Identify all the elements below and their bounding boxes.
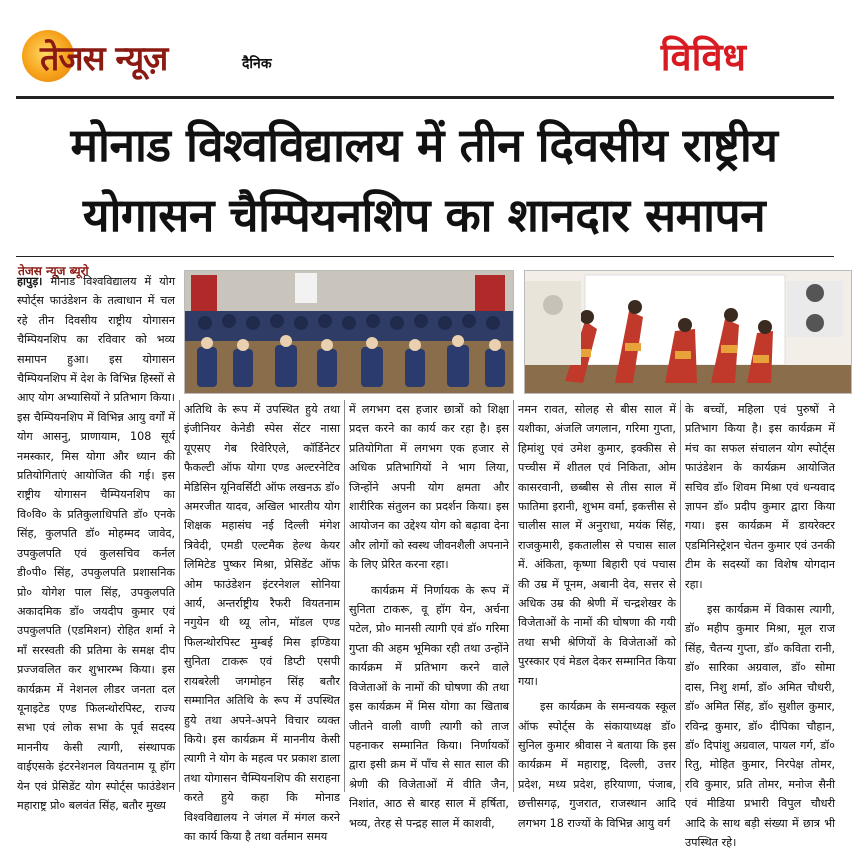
daily-label: दैनिक [242,56,272,72]
article-column-1 [17,272,175,812]
brand-name: तेजस न्यूज़ [40,39,168,79]
article-text-col1: मोनाड विश्वविद्यालय में योग स्पोर्ट्स फाउंडेशन के तत्वाधान में चल रहे तीन दिवसीय राष्ट्रीय योगासन चैम्पियनशिप का रविवार को भव्य समापन हुआ। इस योगासन चैम्पियनशिप में देश के विभिन्न हिस्सों से आए योग अभ्यासियों ने प्रतिभाग किया। इस चैम्पियनशिप में विभिन्न आयु वर्गों में योग आसनु, प्राणायाम, 108 सूर्य नमस्कार, मिस योगा और ध्यान की प्रतियोगिताएं आयोजित की गई। इस राष्ट्रीय योगासन चैम्पियनशिप का वि०वि० के प्रतिकुलाधिपति डॉ० एनके सिंह, कुलपति डॉ० मोहम्मद जावेद, उपकुलपति एवं कुलसचिव कर्नल डी०पी० सिंह, उपकुलपति प्रशासनिक प्रो० योगेश पाल सिंह, उपकुलपति अकादमिक डॉ० जयदीप कुमार एवं उपकुलपति (एडमिशन) रोहित शर्मा ने माँ सरस्वती की प्रतिमा के समक्ष दीप प्रज्जवलित कर शुभारम्भ किया। इस कार्यक्रम में नेशनल लीडर जनता दल यूनाइटेड एण्ड फिलन्थोरपिस्ट, राज्य सभा एवं लोक सभा के पूर्व सदस्य माननीय केसी त्यागी, संस्थापक वाईएसके इंटरनेशनल वियतनाम यू हॉग येन एवं प्रेसिडेंट योग स्पोर्ट्स फाउंडेशन महाराष्ट्र प्रो० बलवंत सिंह, बतौर मुख्य [17,275,175,812]
article-column-2 [184,400,340,843]
top-rule [16,96,834,99]
byline: तेजस न्यूज ब्यूरो [18,264,89,278]
column-divider [680,400,681,792]
column-divider [344,400,345,792]
article-text-col4b: इस कार्यक्रम के समन्वयक स्कूल ऑफ स्पोर्ट्स के संकायाध्यक्ष डॉ० सुनिल कुमार श्रीवास ने बताया कि इस कार्यक्रम में महाराष्ट्र, दिल्ली, उत्तर प्रदेश, मध्य प्रदेश, हरियाणा, पंजाब, छत्तीसगढ़, गुजरात, राजस्थान आदि लगभग 18 राज्यों के विभिन्न आयु वर्ग [518,700,676,830]
article-text-col4a: नमन रावत, सोलह से बीस साल में यशीका, अंजलि जगलान, गरिमा गुप्ता, हिमांशु एवं उमेश कुमार, इक्कीस से पच्चीस में शीतल एवं निकिता, ओम कासरवानी, छब्बीस से तीस साल में फातिमा इरानी, शुभम वर्मा, इकत्तीस से चालीस साल में अनुराधा, मयंक सिंह, राजकुमारी, इकतालीस से पचास साल में. अंकिता, कृष्णा बिहारी एवं पचास की उम्र में पूनम, अबानी देव, सत्तर से अधिक उम्र की श्रेणी में चन्द्रशेखर के विजेताओं के नामों की घोषणा की गयी तथा सभी श्रेणियों के विजेताओं को पुरस्कार एवं मेडल देकर सम्मानित किया गया। [518,403,676,688]
article-column-3 [349,400,509,830]
headline-rule [16,256,834,257]
column-divider [179,400,180,792]
performers-photo-illustration [525,271,851,393]
event-photo-stage [184,270,514,394]
article-column-5 [685,400,835,849]
masthead [16,20,834,92]
article-text-col2: अतिथि के रूप में उपस्थित हुये तथा इंजीनियर केनेडी स्पेस सेंटर नासा यूएसए गेब रिवेरिएले, कॉर्डिनेटर फैकल्टी ऑफ योगा एण्ड अल्टरनेटिव मेडिसिन यूनिवर्सिटी ऑफ लखनऊ डॉ० अमरजीत यादव, अखिल भारतीय योग शिक्षक महासंघ नई दिल्ली मंगेश त्रिवेदी, एमडी एल्टमैक हेल्थ केयर लिमिटेड पुष्कर मिश्रा, प्रेसिडेंट ऑफ ओम फाउंडेशन इंटरनेशल सोनिया आर्य, अन्तर्राष्ट्रीय रैफरी वियतनाम नगुयेन थी थ्यू लोन, मॉडल एण्ड फिलन्थोरपिस्ट मुम्बई मिस इण्डिया सुनिता टाकरू एवं डिप्टी एसपी रायबरेली जगमोहन सिंह बतौर सम्मानित अतिथि के रूप में उपस्थित हुये तथा अपने-अपने विचार व्यक्त किये। इस कार्यक्रम में माननीय केसी त्यागी ने योग के महत्व पर प्रकाश डाला तथा योगासन चैम्पियनशिप की सराहना करते हुये कहा कि मोनाड विश्वविद्यालय ने जंगल में मंगल करने का कार्य किया है तथा वर्तमान समय [184,403,340,843]
article-column-4 [518,400,676,830]
column-divider [513,400,514,792]
section-title: विविध [660,35,746,79]
article-text-col5a: के बच्चों, महिला एवं पुरुषों ने प्रतिभाग किया है। इस कार्यक्रम में मंच का सफल संचालन योग स्पोर्ट्स फाउंडेशन के कार्यक्रम आयोजित सचिव डॉ० शिवम मिश्रा एवं धन्यवाद ज्ञापन डॉ० प्रदीप कुमार द्वारा किया गया। इस कार्यक्रम में डायरेक्टर एडमिनिस्ट्रेशन चेतन कुमार एवं उनकी टीम के सदस्यों का विशेष योगदान रहा। [685,403,835,591]
article-text-col3b: कार्यक्रम में निर्णायक के रूप में सुनिता टाकरू, वू हॉग येन, अर्चना पटेल, प्रो० मानसी त्यागी एवं डॉ० गरिमा गुप्ता की अहम भूमिका रही तथा उन्होंने कार्यक्रम में प्रतिभाग करने वाले विजेताओं के नामों की घोषणा की तथा इस कार्यक्रम में मिस योगा का खिताब जीतने वाली वाणी त्यागी को ताज पहनाकर सम्मानित किया। निर्णायकों द्वारा इसी क्रम में पाँच से सात साल की श्रेणी की विजेताओं में वीति जैन, निशांत, आठ से बारह साल में हर्षिता, भव्य, तेरह से पन्द्रह साल में काशवी, [349,583,509,830]
article-text-col3a: में लगभग दस हजार छात्रों को शिक्षा प्रदत्त करने का कार्य कर रहा है। इस प्रतियोगिता में लगभग एक हजार से अधिक प्रतिभागियों ने भाग लिया, जिन्होंने अपनी योग क्षमता और शारीरिक संतुलन का प्रदर्शन किया। इस आयोजन का उद्देश्य योग को बढ़ावा देना और लोगों को स्वस्थ जीवनशैली अपनाने के लिए प्रेरित करना रहा। [349,403,509,572]
dateline: हापुड़। [17,275,43,288]
headline-line-1: मोनाड विश्वविद्यालय में तीन दिवसीय राष्ट्रीय [70,118,778,172]
article-text-col5b: इस कार्यक्रम में विकास त्यागी, डॉ० महीप कुमार मिश्रा, मूल राज सिंह, चैतन्य गुप्ता, डॉ० कविता रानी, डॉ० सारिका अग्रवाल, डॉ० सोमा दास, निशु शर्मा, डॉ० अमित चौधरी, डॉ० अमित सिंह, डॉ० सुशील कुमार, रविन्द्र कुमार, डॉ० दीपिका चौहान, डॉ० दिपांशु अग्रवाल, पायल गर्ग, डॉ० रितु, मोहित कुमार, निरपेक्ष तोमर, रवि कुमार, प्रति तोमर, मनोज सैनी एवं मीडिया प्रभारी विपुल चौधरी आदि के साथ बड़ी संख्या में छात्र भी उपस्थित रहे। [685,603,835,849]
event-photo-performers [524,270,852,394]
stage-photo-illustration [185,271,513,393]
headline-line-2: योगासन चैम्पियनशिप का शानदार समापन [82,188,766,242]
